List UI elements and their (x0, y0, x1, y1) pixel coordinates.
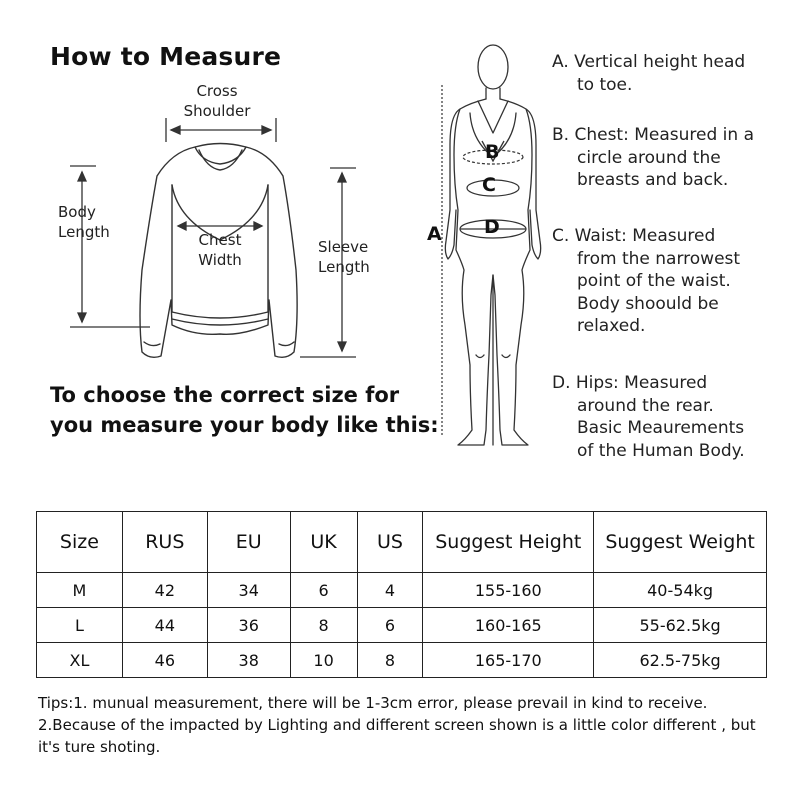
table-row (37, 643, 767, 678)
header-suggest-height: Suggest Height (423, 512, 594, 573)
note-d: D. Hips: Measured around the rear. Basic Meaurements of the Human Body. (552, 373, 745, 461)
table-cell: 165-170 (423, 643, 594, 678)
table-row (37, 573, 767, 608)
tip-line: Tips:1. munual measurement, there will be 1-3cm error, please prevail in kind to receive. (38, 694, 708, 712)
header-suggest-weight: Suggest Weight (594, 512, 767, 573)
page-title: How to Measure (50, 42, 282, 71)
header-eu: EU (207, 512, 290, 573)
figure-label-c: C (482, 174, 496, 196)
table-cell: XL (37, 643, 123, 678)
table-cell: 38 (207, 643, 290, 678)
sweater-diagram (0, 0, 440, 380)
chest-width-label: Chest Width (198, 231, 242, 269)
header-uk: UK (290, 512, 357, 573)
cross-shoulder-label: Cross Shoulder (183, 82, 251, 120)
table-cell: 155-160 (423, 573, 594, 608)
table-cell: 160-165 (423, 608, 594, 643)
table-cell: 4 (357, 573, 423, 608)
table-cell: 62.5-75kg (594, 643, 767, 678)
header-rus: RUS (122, 512, 207, 573)
table-cell: 36 (207, 608, 290, 643)
table-cell: 6 (290, 573, 357, 608)
table-cell: 55-62.5kg (594, 608, 767, 643)
header-us: US (357, 512, 423, 573)
table-row (37, 608, 767, 643)
body-length-label: Body Length (58, 203, 110, 241)
figure-head (478, 45, 508, 89)
size-chart-table (36, 511, 767, 678)
tip-line: it's ture shoting. (38, 738, 161, 756)
figure-label-b: B (485, 141, 500, 163)
body-figure (420, 35, 550, 455)
figure-label-a: A (427, 223, 442, 245)
note-b: B. Chest: Measured in a circle around the breasts and back. (552, 125, 754, 190)
table-header-row (37, 512, 767, 573)
note-a: A. Vertical height head to toe. (552, 52, 746, 95)
figure-label-d: D (484, 216, 500, 238)
sleeve-length-label: Sleeve Length (318, 238, 370, 276)
table-cell: 10 (290, 643, 357, 678)
table-cell: L (37, 608, 123, 643)
header-size: Size (37, 512, 123, 573)
table-cell: 8 (290, 608, 357, 643)
table-cell: 40-54kg (594, 573, 767, 608)
table-cell: 8 (357, 643, 423, 678)
sweater-neckline (195, 147, 246, 164)
tip-line: 2.Because of the impacted by Lighting and different screen shown is a little color different , but (38, 716, 756, 734)
table-cell: M (37, 573, 123, 608)
table-cell: 34 (207, 573, 290, 608)
note-c: C. Waist: Measured from the narrowest point of the waist. Body shoould be relaxed. (552, 226, 741, 336)
tips-text (38, 692, 778, 758)
table-cell: 44 (122, 608, 207, 643)
subtitle: To choose the correct size for you measure your body like this: (50, 383, 439, 437)
table-cell: 6 (357, 608, 423, 643)
table-cell: 46 (122, 643, 207, 678)
table-cell: 42 (122, 573, 207, 608)
